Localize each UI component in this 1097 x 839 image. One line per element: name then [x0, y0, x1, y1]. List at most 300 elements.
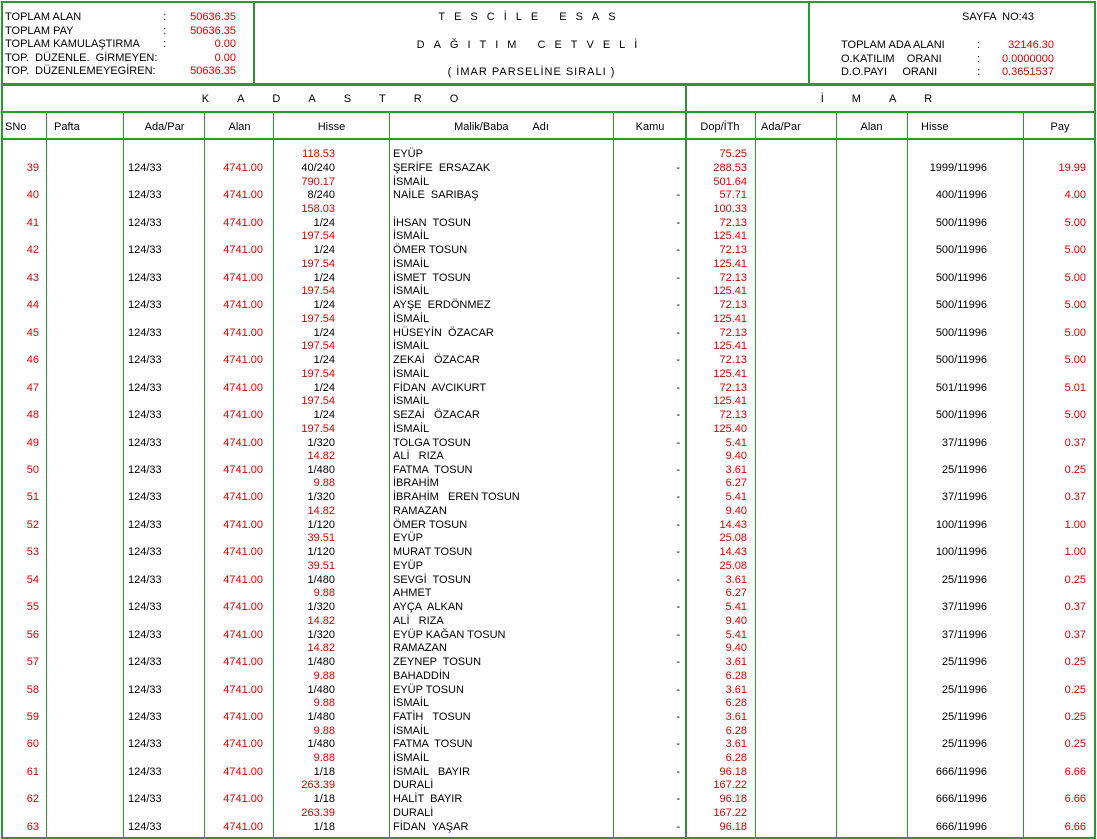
sub-dop: 167.22 — [713, 806, 747, 819]
cell-kamu: - — [676, 189, 680, 202]
cell-adapar: 124/33 — [128, 299, 162, 312]
cell-imar-hisse: 25/11996 — [941, 463, 987, 476]
summary-right-label: TOPLAM ADA ALANI — [841, 39, 945, 51]
sub-dop: 6.28 — [725, 724, 747, 737]
sub-dop: 125.40 — [713, 422, 747, 435]
cell-kamu: - — [676, 628, 680, 641]
summary-right-value: 0.3651537 — [1002, 66, 1054, 78]
cell-imar-hisse: 500/11996 — [935, 216, 987, 229]
cell-imar-hisse: 666/11996 — [935, 820, 987, 833]
cell-dop: 14.43 — [719, 518, 747, 531]
cell-name: SEVGİ TOSUN — [393, 573, 471, 586]
cell-dop: 96.18 — [719, 793, 747, 806]
cell-sno: 62 — [26, 793, 39, 806]
cell-kamu: - — [676, 820, 680, 833]
summary-right-sep: : — [977, 39, 981, 51]
cell-sno: 55 — [26, 601, 39, 614]
cell-imar-hisse: 25/11996 — [941, 738, 987, 751]
cell-sno: 61 — [26, 765, 39, 778]
cell-imar-hisse: 100/11996 — [935, 546, 987, 559]
cell-alan: 4741.00 — [223, 463, 263, 476]
sub-hisse: 118.53 — [302, 148, 335, 160]
cell-pay: 6.66 — [1064, 820, 1086, 833]
column-divider — [755, 112, 756, 838]
cell-alan: 4741.00 — [223, 738, 263, 751]
cell-name: AYÇA ALKAN — [393, 601, 464, 614]
cell-dop: 72.13 — [719, 244, 747, 257]
cell-alan: 4741.00 — [223, 518, 263, 531]
cell-adapar: 124/33 — [128, 518, 162, 531]
sub-hisse: 39.51 — [307, 532, 335, 545]
cell-imar-hisse: 25/11996 — [941, 656, 987, 669]
summary-left-label: TOP. DÜZENLE. GİRMEYEN: — [5, 51, 158, 64]
sub-hisse: 197.54 — [301, 257, 335, 270]
cell-imar-hisse: 500/11996 — [935, 299, 987, 312]
summary-right-value: 32146.30 — [1008, 39, 1054, 51]
col-header-alan2: Alan — [860, 121, 883, 133]
cell-imar-hisse: 25/11996 — [941, 711, 987, 723]
cell-pay: 5.00 — [1064, 216, 1086, 229]
col-header-hisse2: Hisse — [921, 121, 949, 133]
cell-imar-hisse: 1999/11996 — [929, 162, 987, 174]
sub-name: AHMET — [393, 587, 432, 600]
cell-hisse: 1/24 — [313, 216, 335, 229]
summary-left-value: 0.00 — [214, 51, 236, 64]
cell-kamu: - — [676, 573, 680, 586]
sub-hisse: 197.54 — [301, 395, 335, 408]
cell-hisse: 1/24 — [313, 326, 335, 339]
cell-kamu: - — [676, 354, 680, 367]
cell-imar-hisse: 37/11996 — [941, 491, 987, 504]
sub-dop: 6.28 — [725, 697, 747, 710]
cell-imar-hisse: 500/11996 — [935, 326, 987, 339]
sub-dop: 125.41 — [713, 312, 747, 325]
cell-name: EYÜP KAĞAN TOSUN — [393, 628, 506, 641]
cell-sno: 58 — [26, 683, 39, 696]
cell-adapar: 124/33 — [128, 189, 162, 202]
cell-kamu: - — [676, 409, 680, 422]
cell-imar-hisse: 500/11996 — [935, 271, 987, 284]
cell-adapar: 124/33 — [128, 244, 162, 257]
cell-alan: 4741.00 — [223, 216, 263, 229]
cell-imar-hisse: 666/11996 — [935, 765, 987, 778]
cell-adapar: 124/33 — [128, 409, 162, 422]
sub-hisse: 197.54 — [301, 230, 335, 243]
sub-dop: 6.28 — [725, 751, 747, 764]
cell-sno: 53 — [26, 546, 39, 559]
cell-adapar: 124/33 — [128, 546, 162, 559]
sub-name: İSMAİL — [393, 285, 430, 298]
cell-adapar: 124/33 — [128, 271, 162, 284]
sub-hisse: 197.54 — [301, 422, 335, 435]
cell-name: FATİH TOSUN — [393, 711, 471, 723]
cell-dop: 72.13 — [719, 381, 747, 394]
sub-hisse: 197.54 — [301, 340, 335, 353]
sub-dop: 9.40 — [725, 450, 747, 462]
sub-dop: 100.33 — [713, 202, 747, 215]
cell-pay: 1.00 — [1064, 518, 1086, 531]
cell-name: AYŞE ERDÖNMEZ — [393, 299, 491, 312]
cell-sno: 54 — [26, 573, 39, 586]
cell-alan: 4741.00 — [223, 271, 263, 284]
cell-name: FATMA TOSUN — [393, 738, 473, 751]
cell-adapar: 124/33 — [128, 381, 162, 394]
sub-hisse: 9.88 — [313, 587, 335, 600]
cell-hisse: 1/24 — [313, 244, 335, 257]
col-header-alan: Alan — [228, 121, 251, 133]
col-header-pay: Pay — [1050, 121, 1070, 133]
cell-imar-hisse: 25/11996 — [941, 573, 987, 586]
cell-adapar: 124/33 — [128, 711, 162, 723]
cell-kamu: - — [676, 738, 680, 751]
cell-hisse: 40/240 — [301, 162, 335, 174]
col-header-adapar2: Ada/Par — [761, 121, 801, 133]
cell-pay: 0.25 — [1064, 738, 1086, 751]
cell-alan: 4741.00 — [223, 820, 263, 833]
cell-name: ŞERİFE ERSAZAK — [393, 162, 491, 174]
cell-sno: 46 — [26, 354, 39, 367]
cell-name: EYÜP TOSUN — [393, 683, 464, 696]
cell-name: FİDAN YAŞAR — [393, 820, 469, 833]
cell-hisse: 1/24 — [313, 271, 335, 284]
sub-name: İSMAİL — [393, 257, 430, 270]
cell-dop: 96.18 — [719, 820, 747, 833]
cell-hisse: 1/18 — [313, 765, 335, 778]
cell-pay: 4.00 — [1064, 189, 1086, 202]
sub-hisse: 14.82 — [307, 642, 335, 655]
sub-name: EYÜP — [393, 532, 423, 545]
cell-alan: 4741.00 — [223, 765, 263, 778]
sub-name: ALİ RIZA — [393, 614, 444, 627]
sub-name: DURALİ — [393, 779, 434, 792]
cell-kamu: - — [676, 711, 680, 723]
sub-dop: 25.08 — [719, 559, 747, 572]
cell-kamu: - — [676, 518, 680, 531]
cell-pay: 0.25 — [1064, 711, 1086, 723]
cell-alan: 4741.00 — [223, 491, 263, 504]
sub-dop: 9.40 — [725, 614, 747, 627]
cell-dop: 72.13 — [719, 354, 747, 367]
cell-dop: 3.61 — [725, 656, 747, 669]
cell-adapar: 124/33 — [128, 820, 162, 833]
sub-dop: 9.40 — [725, 642, 747, 655]
summary-right-value: 0.0000000 — [1002, 52, 1054, 65]
cell-name: SEZAİ ÖZACAR — [393, 409, 480, 422]
sub-hisse: 14.82 — [307, 450, 335, 462]
summary-left-value: 50636.35 — [190, 24, 236, 37]
cell-adapar: 124/33 — [128, 793, 162, 806]
cell-name: NAİLE SARIBAŞ — [393, 189, 479, 202]
cell-hisse: 1/24 — [313, 381, 335, 394]
summary-right-label: D.O.PAYI ORANI — [841, 66, 938, 78]
sub-hisse: 790.17 — [301, 175, 335, 188]
cell-adapar: 124/33 — [128, 326, 162, 339]
cell-adapar: 124/33 — [128, 216, 162, 229]
summary-left-label: TOP. DÜZENLEMEYEGİREN: — [5, 65, 156, 77]
cell-adapar: 124/33 — [128, 162, 162, 174]
cell-dop: 72.13 — [719, 409, 747, 422]
cell-kamu: - — [676, 244, 680, 257]
cell-hisse: 1/18 — [313, 820, 335, 833]
doc-title-line1: TESCİLE ESAS — [438, 11, 625, 23]
cell-sno: 51 — [26, 491, 39, 504]
sub-name: İSMAİL — [393, 422, 430, 435]
sub-dop: 125.41 — [713, 395, 747, 408]
cell-sno: 43 — [26, 271, 39, 284]
cell-pay: 0.25 — [1064, 463, 1086, 476]
cell-kamu: - — [676, 793, 680, 806]
cell-hisse: 1/480 — [307, 573, 335, 586]
column-divider — [123, 112, 124, 838]
cell-hisse: 1/120 — [307, 546, 335, 559]
sub-name: EYÜP — [393, 559, 423, 572]
cell-alan: 4741.00 — [223, 326, 263, 339]
cell-name: ZEKAİ ÖZACAR — [393, 354, 480, 367]
summary-left-value: 50636.35 — [190, 65, 236, 77]
summary-left-label: TOPLAM KAMULAŞTIRMA — [5, 38, 140, 50]
page-number: SAYFA NO:43 — [962, 11, 1034, 23]
cell-pay: 0.25 — [1064, 683, 1086, 696]
cell-pay: 0.37 — [1064, 601, 1086, 614]
column-divider — [685, 112, 687, 838]
sub-dop: 125.41 — [713, 367, 747, 380]
cell-kamu: - — [676, 216, 680, 229]
cell-kamu: - — [676, 271, 680, 284]
sub-name: İBRAHİM — [393, 477, 439, 490]
cell-kamu: - — [676, 491, 680, 504]
sub-hisse: 263.39 — [301, 779, 335, 792]
cell-pay: 0.25 — [1064, 656, 1086, 669]
cell-alan: 4741.00 — [223, 573, 263, 586]
sub-name: İSMAİL — [393, 340, 430, 353]
cell-dop: 3.61 — [725, 738, 747, 751]
summary-right-sep: : — [977, 52, 981, 65]
cell-hisse: 1/24 — [313, 354, 335, 367]
col-header-kamu: Kamu — [635, 121, 665, 133]
cell-imar-hisse: 666/11996 — [935, 793, 987, 806]
cell-dop: 72.13 — [719, 299, 747, 312]
cell-dop: 3.61 — [725, 711, 747, 723]
cell-imar-hisse: 37/11996 — [941, 628, 987, 641]
cell-alan: 4741.00 — [223, 546, 263, 559]
cell-alan: 4741.00 — [223, 683, 263, 696]
sub-name: İSMAİL — [393, 312, 430, 325]
cell-hisse: 1/24 — [313, 409, 335, 422]
cell-kamu: - — [676, 656, 680, 669]
sub-name: İSMAİL — [393, 395, 430, 408]
sub-name: İSMAİL — [393, 367, 430, 380]
sub-hisse: 14.82 — [307, 504, 335, 517]
cell-hisse: 8/240 — [307, 189, 335, 202]
cell-adapar: 124/33 — [128, 354, 162, 367]
sub-dop: 167.22 — [713, 779, 747, 792]
cell-imar-hisse: 500/11996 — [935, 354, 987, 367]
sub-hisse: 197.54 — [301, 367, 335, 380]
sub-dop: 75.25 — [719, 148, 747, 160]
summary-left-sep: : — [163, 24, 167, 37]
sub-name: İSMAİL — [393, 230, 430, 243]
cell-adapar: 124/33 — [128, 738, 162, 751]
cell-dop: 14.43 — [719, 546, 747, 559]
cell-hisse: 1/480 — [307, 711, 335, 723]
cell-sno: 45 — [26, 326, 39, 339]
cell-adapar: 124/33 — [128, 436, 162, 449]
cell-name: HALİT BAYIR — [393, 793, 463, 806]
cell-sno: 41 — [26, 216, 39, 229]
col-header-pafta: Pafta — [54, 121, 80, 133]
cell-adapar: 124/33 — [128, 463, 162, 476]
cell-pay: 5.00 — [1064, 409, 1086, 422]
sub-name: RAMAZAN — [393, 642, 447, 655]
sub-name: İSMAİL — [393, 697, 430, 710]
cell-pay: 1.00 — [1064, 546, 1086, 559]
col-header-hisse: Hisse — [317, 121, 346, 133]
cell-kamu: - — [676, 326, 680, 339]
sub-hisse: 9.88 — [313, 724, 335, 737]
cell-sno: 59 — [26, 711, 39, 723]
cell-imar-hisse: 500/11996 — [935, 244, 987, 257]
section-kadastro: KADASTRO — [201, 93, 487, 105]
cell-name: İBRAHİM EREN TOSUN — [393, 491, 520, 504]
cell-sno: 40 — [26, 189, 39, 202]
cell-sno: 44 — [26, 299, 39, 312]
sub-name: İSMAİL — [393, 175, 430, 188]
summary-left-value: 0.00 — [214, 38, 236, 50]
cell-adapar: 124/33 — [128, 491, 162, 504]
cell-kamu: - — [676, 299, 680, 312]
cell-dop: 288.53 — [713, 162, 747, 174]
cell-sno: 60 — [26, 738, 39, 751]
cell-sno: 56 — [26, 628, 39, 641]
col-header-sno: SNo — [5, 121, 27, 133]
cell-alan: 4741.00 — [223, 354, 263, 367]
cell-imar-hisse: 25/11996 — [941, 683, 987, 696]
cell-kamu: - — [676, 601, 680, 614]
cell-hisse: 1/320 — [307, 436, 335, 449]
sub-hisse: 9.88 — [313, 477, 335, 490]
sub-name: EYÜP — [393, 148, 423, 160]
sub-dop: 125.41 — [713, 257, 747, 270]
cell-hisse: 1/320 — [307, 601, 335, 614]
column-divider — [389, 112, 390, 838]
cell-pay: 5.00 — [1064, 271, 1086, 284]
cell-imar-hisse: 37/11996 — [941, 601, 987, 614]
cell-alan: 4741.00 — [223, 711, 263, 723]
cell-adapar: 124/33 — [128, 628, 162, 641]
sub-dop: 6.28 — [725, 669, 747, 682]
sub-name: ALİ RIZA — [393, 450, 444, 462]
cell-hisse: 1/320 — [307, 628, 335, 641]
cell-sno: 48 — [26, 409, 39, 422]
cell-sno: 52 — [26, 518, 39, 531]
cell-pay: 5.00 — [1064, 354, 1086, 367]
cell-kamu: - — [676, 546, 680, 559]
column-divider — [836, 112, 837, 838]
cell-dop: 72.13 — [719, 326, 747, 339]
summary-left-sep: : — [163, 38, 167, 50]
cell-alan: 4741.00 — [223, 189, 263, 202]
sub-hisse: 263.39 — [301, 806, 335, 819]
col-header-malik: Malik/Baba Adı — [454, 121, 549, 133]
sub-name: BAHADDİN — [393, 669, 450, 682]
cell-name: FİDAN AVCIKURT — [393, 381, 487, 394]
cell-kamu: - — [676, 381, 680, 394]
cell-hisse: 1/480 — [307, 463, 335, 476]
cell-dop: 5.41 — [725, 628, 747, 641]
cell-alan: 4741.00 — [223, 601, 263, 614]
sub-name: RAMAZAN — [393, 504, 447, 517]
cell-sno: 47 — [26, 381, 39, 394]
summary-left-value: 50636.35 — [190, 11, 236, 23]
cell-name: TOLGA TOSUN — [393, 436, 471, 449]
cell-name: HÜSEYİN ÖZACAR — [393, 326, 494, 339]
sub-name: İSMAİL — [393, 724, 430, 737]
cell-adapar: 124/33 — [128, 573, 162, 586]
cell-imar-hisse: 37/11996 — [941, 436, 987, 449]
cell-alan: 4741.00 — [223, 244, 263, 257]
table-body-box — [1, 138, 1096, 839]
cell-adapar: 124/33 — [128, 656, 162, 669]
cell-sno: 50 — [26, 463, 39, 476]
summary-right-sep: : — [977, 66, 981, 78]
cell-alan: 4741.00 — [223, 299, 263, 312]
cell-pay: 0.37 — [1064, 628, 1086, 641]
summary-left-sep: : — [163, 11, 167, 23]
cell-alan: 4741.00 — [223, 381, 263, 394]
cell-hisse: 1/120 — [307, 518, 335, 531]
sub-dop: 125.41 — [713, 285, 747, 298]
col-header-dop: Dop/İTh — [700, 121, 740, 133]
cell-hisse: 1/480 — [307, 656, 335, 669]
column-divider — [46, 112, 47, 838]
sub-hisse: 9.88 — [313, 751, 335, 764]
cell-imar-hisse: 400/11996 — [935, 189, 987, 202]
cell-dop: 5.41 — [725, 491, 747, 504]
cell-pay: 5.01 — [1064, 381, 1086, 394]
cell-imar-hisse: 100/11996 — [935, 518, 987, 531]
cell-dop: 96.18 — [719, 765, 747, 778]
cell-kamu: - — [676, 463, 680, 476]
cell-name: İHSAN TOSUN — [393, 216, 471, 229]
cell-pay: 5.00 — [1064, 326, 1086, 339]
cell-pay: 0.37 — [1064, 491, 1086, 504]
cell-kamu: - — [676, 436, 680, 449]
sub-hisse: 14.82 — [307, 614, 335, 627]
cell-sno: 42 — [26, 244, 39, 257]
cell-imar-hisse: 500/11996 — [935, 409, 987, 422]
cell-dop: 57.71 — [719, 189, 747, 202]
cell-hisse: 1/24 — [313, 299, 335, 312]
cell-hisse: 1/18 — [313, 793, 335, 806]
sub-name: İSMAİL — [393, 751, 430, 764]
sub-dop: 501.64 — [713, 175, 747, 188]
cell-pay: 5.00 — [1064, 244, 1086, 257]
cell-kamu: - — [676, 683, 680, 696]
cell-hisse: 1/320 — [307, 491, 335, 504]
doc-title-line3: ( İMAR PARSELİNE SIRALI ) — [447, 66, 616, 78]
column-divider — [273, 112, 274, 838]
cell-pay: 6.66 — [1064, 793, 1086, 806]
cell-dop: 5.41 — [725, 436, 747, 449]
cell-alan: 4741.00 — [223, 162, 263, 174]
cell-dop: 72.13 — [719, 271, 747, 284]
cell-alan: 4741.00 — [223, 628, 263, 641]
cell-kamu: - — [676, 162, 680, 174]
cell-alan: 4741.00 — [223, 656, 263, 669]
cell-name: ZEYNEP TOSUN — [393, 656, 482, 669]
cell-dop: 5.41 — [725, 601, 747, 614]
cell-alan: 4741.00 — [223, 436, 263, 449]
